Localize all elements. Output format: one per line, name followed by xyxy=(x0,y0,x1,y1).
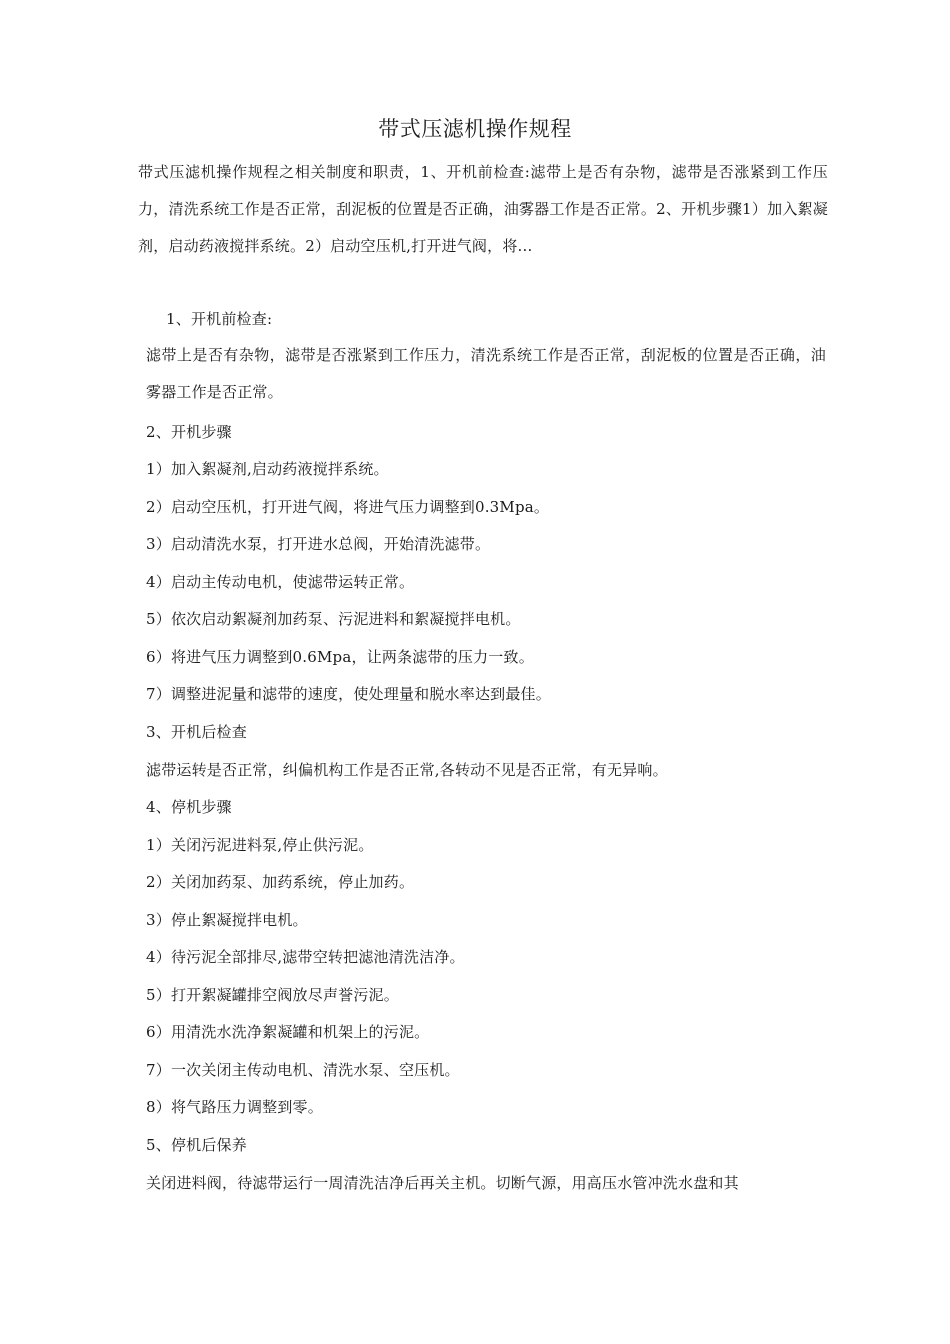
list-item: 3）停止絮凝搅拌电机。 xyxy=(146,911,308,929)
document-summary: 带式压滤机操作规程之相关制度和职责，1、开机前检查:滤带上是否有杂物，滤带是否涨紧到工作压力，清洗系统工作是否正常，刮泥板的位置是否正确，油雾器工作是否正常。2、开机步骤1）加入絮凝剂，启动药液搅拌系统。2）启动空压机,打开进气阀，将... xyxy=(138,163,828,255)
list-item: 1）加入絮凝剂,启动药液搅拌系统。 xyxy=(146,460,389,478)
section-heading-shutdown-steps: 4、停机步骤 xyxy=(146,798,232,816)
section-heading-post-shutdown-maintenance: 5、停机后保养 xyxy=(146,1136,247,1154)
list-item: 4）待污泥全部排尽,滤带空转把滤池清洗洁净。 xyxy=(146,948,465,966)
section-body-post-shutdown-maintenance: 关闭进料阀，待滤带运行一周清洗洁净后再关主机。切断气源，用高压水管冲洗水盘和其 xyxy=(146,1174,739,1192)
list-item: 7）一次关闭主传动电机、清洗水泵、空压机。 xyxy=(146,1061,460,1079)
section-body-post-start-check: 滤带运转是否正常，纠偏机构工作是否正常,各转动不见是否正常，有无异响。 xyxy=(146,761,668,779)
list-item: 6）用清洗水洗净絮凝罐和机架上的污泥。 xyxy=(146,1023,430,1041)
list-item: 8）将气路压力调整到零。 xyxy=(146,1098,323,1116)
list-item: 4）启动主传动电机，使滤带运转正常。 xyxy=(146,573,415,591)
list-item: 6）将进气压力调整到0.6Mpa，让两条滤带的压力一致。 xyxy=(146,648,534,666)
list-item: 5）依次启动絮凝剂加药泵、污泥进料和絮凝搅拌电机。 xyxy=(146,610,521,628)
list-item: 1）关闭污泥进料泵,停止供污泥。 xyxy=(146,836,374,854)
list-item: 5）打开絮凝罐排空阀放尽声誉污泥。 xyxy=(146,986,399,1004)
section-heading-pre-start-check: 1、开机前检查: xyxy=(166,310,273,328)
section-heading-start-steps: 2、开机步骤 xyxy=(146,423,232,441)
section-heading-post-start-check: 3、开机后检查 xyxy=(146,723,247,741)
list-item: 2）启动空压机，打开进气阀，将进气压力调整到0.3Mpa。 xyxy=(146,498,550,516)
section-body-pre-start-check: 滤带上是否有杂物，滤带是否涨紧到工作压力，清洗系统工作是否正常，刮泥板的位置是否正确，油雾器工作是否正常。 xyxy=(146,346,826,401)
list-item: 3）启动清洗水泵，打开进水总阀，开始清洗滤带。 xyxy=(146,535,491,553)
document-title: 带式压滤机操作规程 xyxy=(378,117,572,141)
list-item: 2）关闭加药泵、加药系统，停止加药。 xyxy=(146,873,415,891)
list-item: 7）调整进泥量和滤带的速度，使处理量和脱水率达到最佳。 xyxy=(146,685,551,703)
